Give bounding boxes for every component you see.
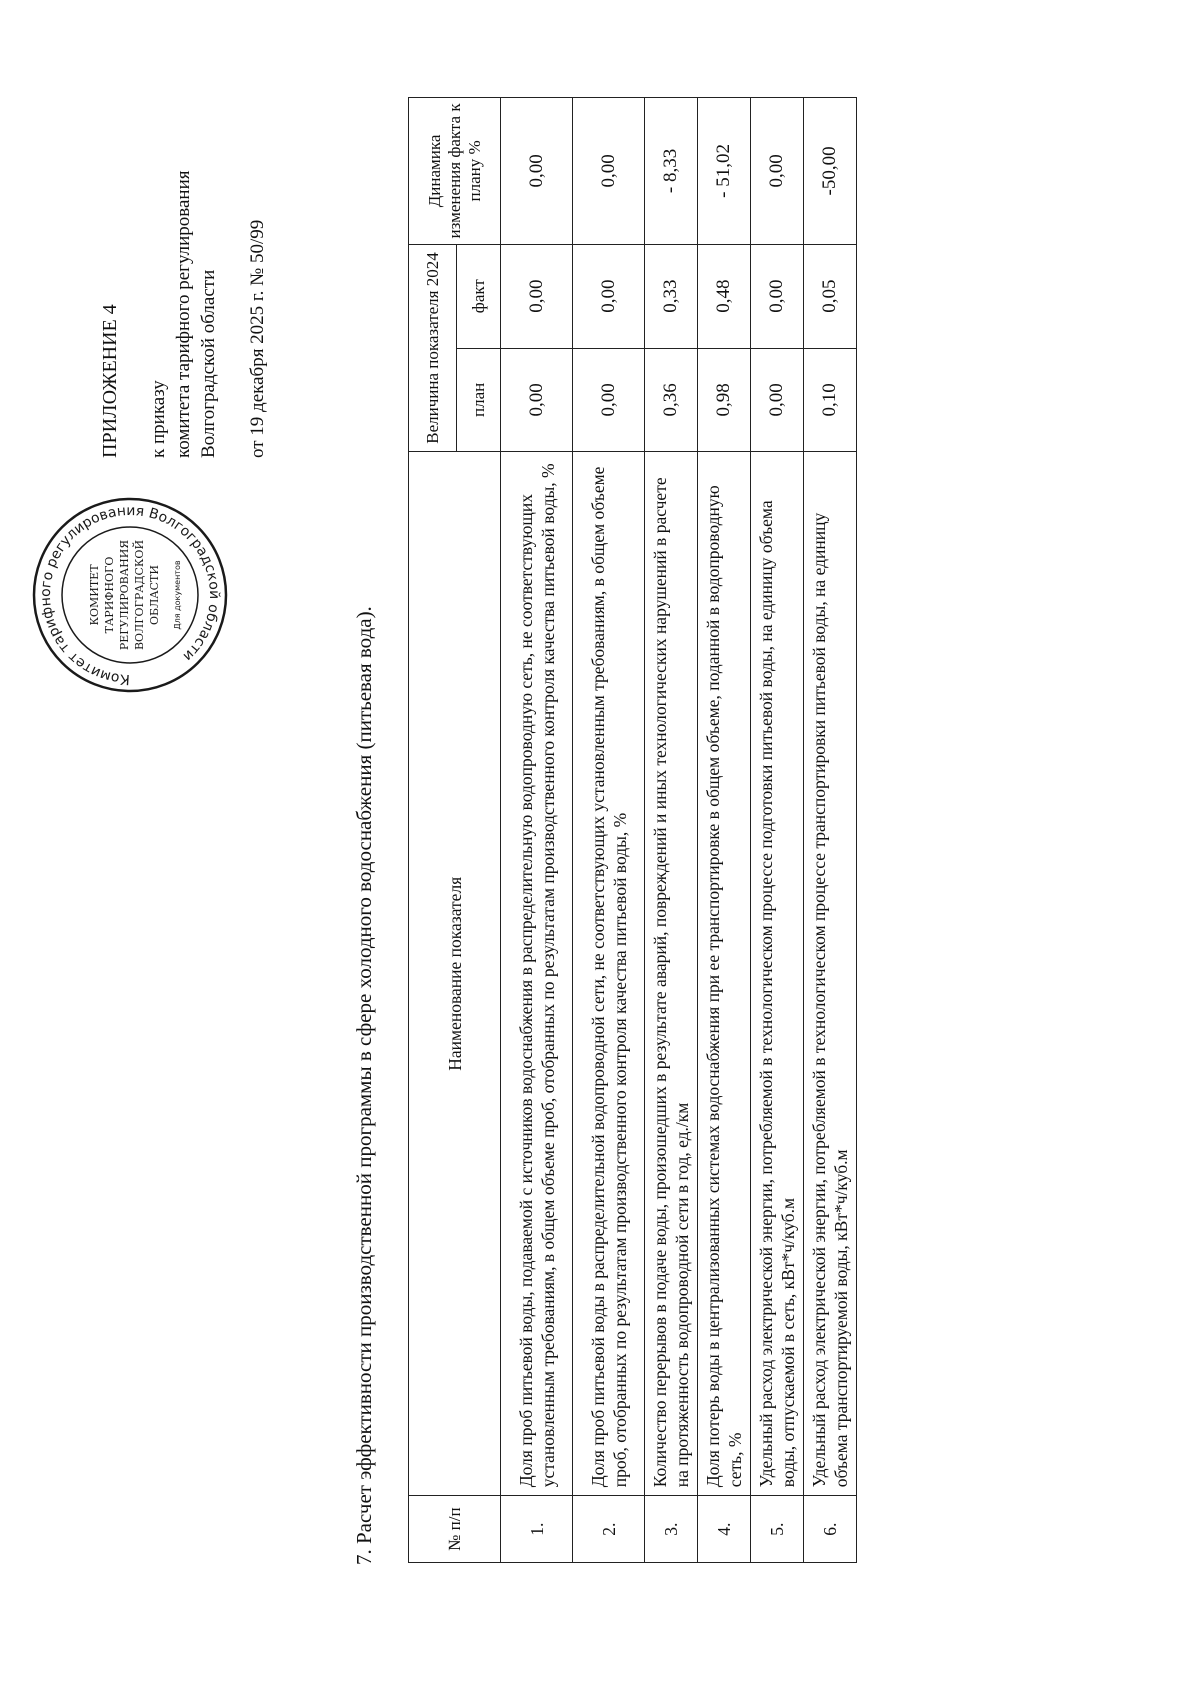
row-dynamics: 0,00 (751, 98, 804, 245)
table-row (645, 98, 698, 1563)
row-fact: 0,05 (804, 244, 857, 348)
row-plan: 0,00 (751, 348, 804, 452)
efficiency-table (408, 97, 857, 1563)
row-num: 2. (573, 1496, 645, 1563)
header-name: Наименование показателя (409, 452, 501, 1496)
row-plan: 0,10 (804, 348, 857, 452)
row-num: 1. (501, 1496, 573, 1563)
row-dynamics: 0,00 (501, 98, 573, 245)
order-date: от 19 декабря 2025 г. № 50/99 (247, 219, 268, 458)
order-ref-line: к приказу (148, 380, 169, 458)
row-fact: 0,48 (698, 244, 751, 348)
row-plan: 0,98 (698, 348, 751, 452)
row-name: Доля потерь воды в централизованных системах водоснабжения при ее транспортировке в общем объеме, поданной в водопроводную сеть, % (698, 452, 751, 1496)
stamp-center-line: ВОЛГОГРАДСКОЙ (133, 539, 146, 651)
row-name: Удельный расход электрической энергии, потребляемой в технологическом процессе транспортировки питьевой воды, на единицу объема транспортируемой воды, кВт*ч/куб.м (804, 452, 857, 1496)
header-dynamics: Динамика изменения факта к плану % (409, 98, 501, 245)
row-name: Доля проб питьевой воды, подаваемой с источников водоснабжения в распределительную водопроводную сеть, не соответствующих установленным требованиям, в общем объеме проб, отобранных по результатам производственного контроля качества питьевой воды, % (501, 452, 573, 1496)
row-plan: 0,00 (501, 348, 573, 452)
row-fact: 0,00 (573, 244, 645, 348)
header-num: № п/п (409, 1496, 501, 1563)
stamp-sub-text: Для документов (173, 560, 182, 630)
header-plan: план (457, 348, 501, 452)
table-row (573, 98, 645, 1563)
row-plan: 0,00 (573, 348, 645, 452)
row-num: 3. (645, 1496, 698, 1563)
table-row (751, 98, 804, 1563)
row-num: 4. (698, 1496, 751, 1563)
row-dynamics: - 8,33 (645, 98, 698, 245)
official-stamp (30, 495, 230, 695)
region-line: Волгоградской области (198, 269, 219, 458)
row-fact: 0,33 (645, 244, 698, 348)
row-name: Количество перерывов в подаче воды, произошедших в результате аварий, повреждений и иных технологических нарушений в расчете на протяженность водопроводной сети в год, ед./км (645, 452, 698, 1496)
table-row (804, 98, 857, 1563)
stamp-center-line: КОМИТЕТ (88, 564, 101, 626)
row-fact: 0,00 (751, 244, 804, 348)
header-value: Величина показателя 2024 (409, 244, 457, 451)
row-dynamics: 0,00 (573, 98, 645, 245)
stamp-center-line: ОБЛАСТИ (148, 565, 161, 625)
table-row (501, 98, 573, 1563)
row-fact: 0,00 (501, 244, 573, 348)
row-name: Удельный расход электрической энергии, потребляемой в технологическом процессе подготовки питьевой воды, на единицу объема воды, отпускаемой в сеть, кВт*ч/куб.м (751, 452, 804, 1496)
row-name: Доля проб питьевой воды в распределительной водопроводной сети, не соответствующих установленным требованиям, в общем объеме проб, отобранных по результатам производственного контроля качества питьевой воды, % (573, 452, 645, 1496)
row-num: 5. (751, 1496, 804, 1563)
stamp-center-line: ТАРИФНОГО (103, 556, 116, 634)
row-dynamics: -50,00 (804, 98, 857, 245)
row-plan: 0,36 (645, 348, 698, 452)
stamp-center-line: РЕГУЛИРОВАНИЯ (118, 539, 131, 651)
section-title: 7. Расчет эффективности производственной программы в сфере холодного водоснабжения (питьевая вода). (352, 606, 376, 1565)
header-fact: факт (457, 244, 501, 348)
table-row (698, 98, 751, 1563)
appendix-label: ПРИЛОЖЕНИЕ 4 (99, 304, 121, 458)
stamp-ring-text: Комитет тарифного регулирования Волгоградской области (37, 502, 223, 688)
row-num: 6. (804, 1496, 857, 1563)
committee-line: комитета тарифного регулирования (173, 170, 194, 458)
row-dynamics: - 51,02 (698, 98, 751, 245)
